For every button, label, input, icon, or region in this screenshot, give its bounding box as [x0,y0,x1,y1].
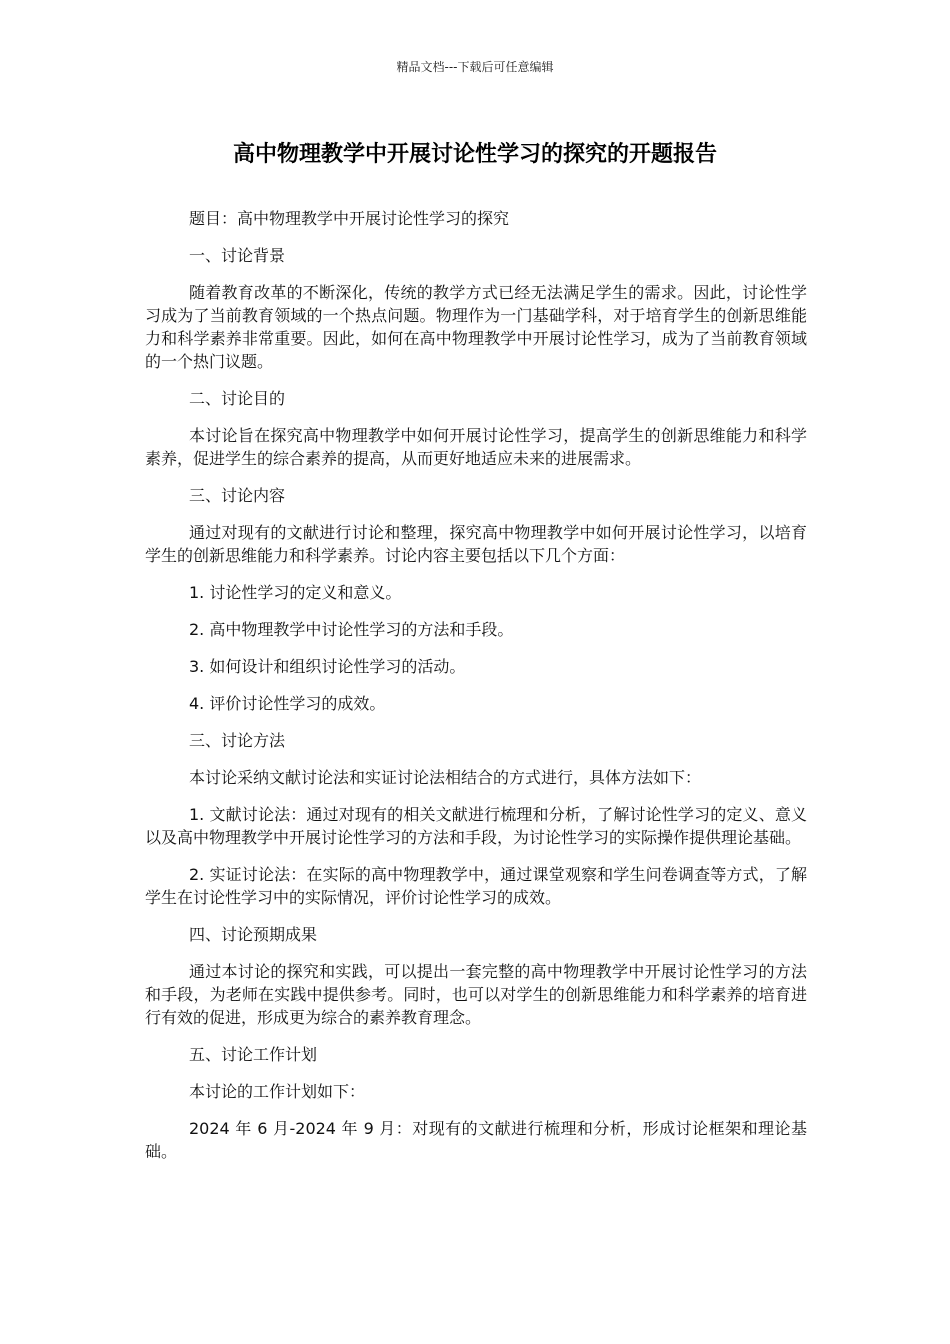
section-heading-method: 三、讨论方法 [189,731,286,750]
paragraph-plan-item: 2024 年 6 月-2024 年 9 月：对现有的文献进行梳理和分析，形成讨论框架和理论基础。 [145,1119,807,1161]
list-item: 4. 评价讨论性学习的成效。 [189,694,386,713]
paragraph-purpose: 本讨论旨在探究高中物理教学中如何开展讨论性学习，提高学生的创新思维能力和科学素养，促进学生的综合素养的提高，从而更好地适应未来的进展需求。 [145,426,807,468]
section-heading-content: 三、讨论内容 [189,486,286,505]
document-body [145,207,807,1177]
list-item: 1. 文献讨论法：通过对现有的相关文献进行梳理和分析，了解讨论性学习的定义、意义以及高中物理教学中开展讨论性学习的方法和手段，为讨论性学习的实际操作提供理论基础。 [145,805,807,847]
document-title: 高中物理教学中开展讨论性学习的探究的开题报告 [232,142,717,167]
paragraph-topic: 题目：高中物理教学中开展讨论性学习的探究 [189,209,510,228]
paragraph-background: 随着教育改革的不断深化，传统的教学方式已经无法满足学生的需求。因此，讨论性学习成为了当前教育领域的一个热点问题。物理作为一门基础学科，对于培育学生的创新思维能力和科学素养非常重要。因此，如何在高中物理教学中开展讨论性学习，成为了当前教育领域的一个热门议题。 [145,283,807,371]
list-item: 2. 实证讨论法：在实际的高中物理教学中，通过课堂观察和学生问卷调查等方式，了解学生在讨论性学习中的实际情况，评价讨论性学习的成效。 [145,865,807,907]
list-item: 3. 如何设计和组织讨论性学习的活动。 [189,657,466,676]
section-heading-background: 一、讨论背景 [189,246,286,265]
list-item: 2. 高中物理教学中讨论性学习的方法和手段。 [189,620,514,639]
paragraph-method: 本讨论采纳文献讨论法和实证讨论法相结合的方式进行，具体方法如下： [189,768,702,787]
section-heading-outcomes: 四、讨论预期成果 [189,925,318,944]
paragraph-plan: 本讨论的工作计划如下： [189,1082,366,1101]
paragraph-content: 通过对现有的文献进行讨论和整理，探究高中物理教学中如何开展讨论性学习，以培育学生的创新思维能力和科学素养。讨论内容主要包括以下几个方面： [145,523,807,565]
header-note: 精品文档---下载后可任意编辑 [396,60,554,74]
section-heading-plan: 五、讨论工作计划 [189,1045,318,1064]
section-heading-purpose: 二、讨论目的 [189,389,286,408]
paragraph-outcomes: 通过本讨论的探究和实践，可以提出一套完整的高中物理教学中开展讨论性学习的方法和手段，为老师在实践中提供参考。同时，也可以对学生的创新思维能力和科学素养的培育进行有效的促进，形成更为综合的素养教育理念。 [145,962,807,1027]
list-item: 1. 讨论性学习的定义和意义。 [189,583,402,602]
